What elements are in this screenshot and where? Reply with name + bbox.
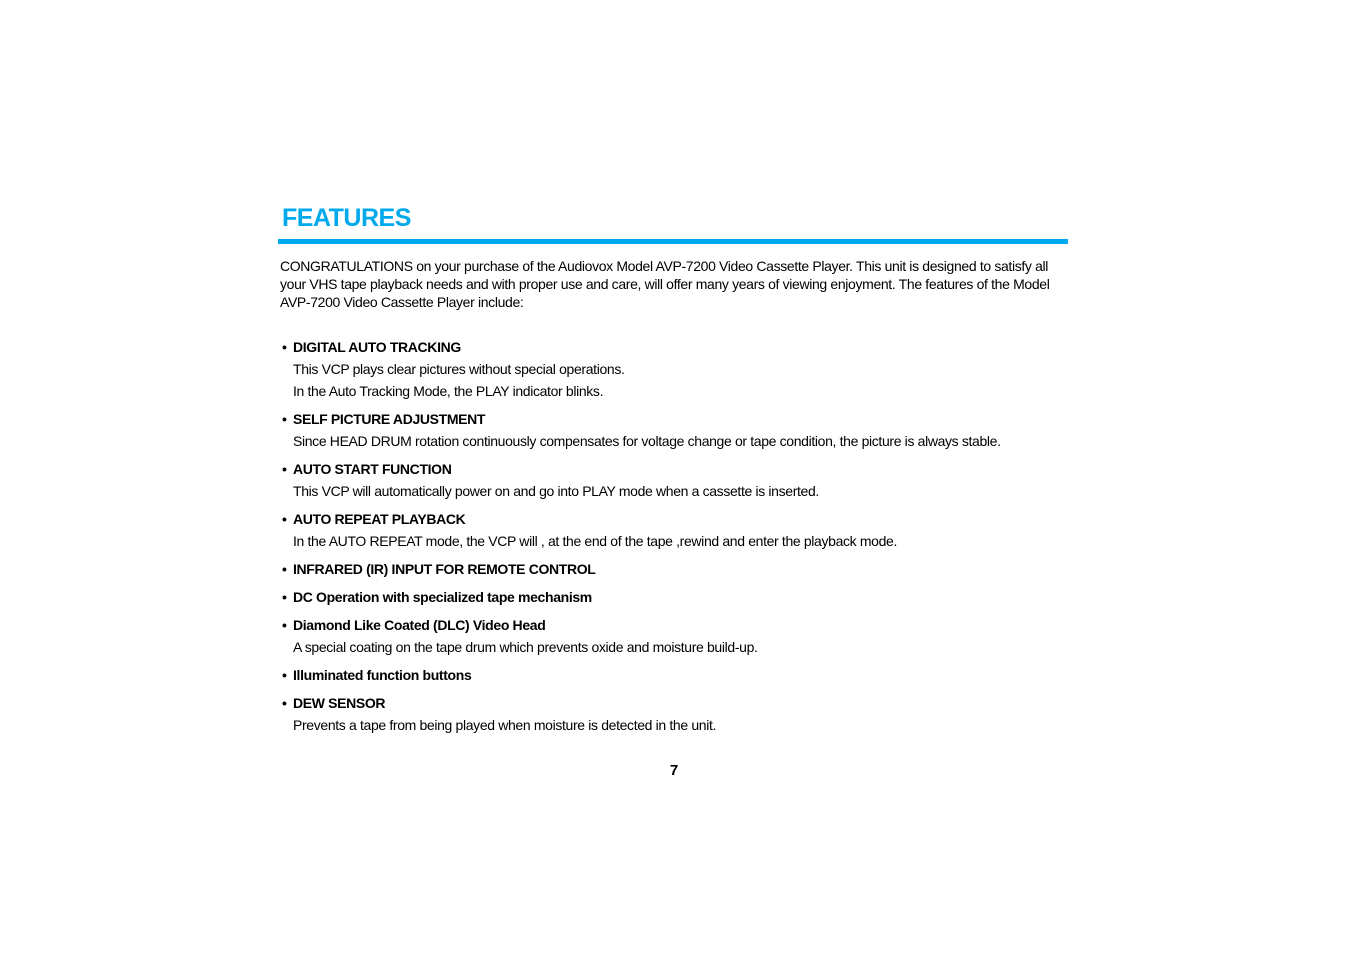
document-page <box>280 200 1068 742</box>
bullet-icon: • <box>282 667 287 683</box>
feature-description: This VCP plays clear pictures without special operations. <box>293 361 625 377</box>
page-number: 7 <box>669 762 679 779</box>
feature-title-text: DIGITAL AUTO TRACKING <box>293 339 461 355</box>
feature-title-text: AUTO START FUNCTION <box>293 461 452 477</box>
feature-title <box>280 614 1068 636</box>
feature-title <box>280 664 1068 686</box>
feature-description: In the AUTO REPEAT mode, the VCP will , at the end of the tape ,rewind and enter the playback mode. <box>293 533 898 549</box>
bullet-icon: • <box>282 461 287 477</box>
feature-description: Prevents a tape from being played when moisture is detected in the unit. <box>293 717 717 733</box>
feature-title-text: SELF PICTURE ADJUSTMENT <box>293 411 486 427</box>
feature-title-text: DEW SENSOR <box>293 695 386 711</box>
feature-title-text: Illuminated function buttons <box>293 667 472 683</box>
feature-title <box>280 508 1068 530</box>
feature-item <box>280 558 1068 580</box>
feature-item <box>280 508 1068 552</box>
bullet-icon: • <box>282 695 287 711</box>
bullet-icon: • <box>282 411 287 427</box>
feature-description: A special coating on the tape drum which prevents oxide and moisture build-up. <box>293 639 758 655</box>
feature-title-text: DC Operation with specialized tape mechanism <box>293 589 592 605</box>
feature-title <box>280 558 1068 580</box>
feature-item <box>280 408 1068 452</box>
bullet-icon: • <box>282 561 287 577</box>
feature-title <box>280 408 1068 430</box>
feature-item <box>280 458 1068 502</box>
bullet-icon: • <box>282 589 287 605</box>
feature-item <box>280 336 1068 402</box>
feature-title-text: Diamond Like Coated (DLC) Video Head <box>293 617 546 633</box>
feature-title-text: AUTO REPEAT PLAYBACK <box>293 511 466 527</box>
feature-title <box>280 336 1068 358</box>
feature-description: This VCP will automatically power on and go into PLAY mode when a cassette is inserted. <box>293 483 819 499</box>
feature-title <box>280 458 1068 480</box>
bullet-icon: • <box>282 617 287 633</box>
title-underline-rule <box>278 239 1068 244</box>
feature-title-text: INFRARED (IR) INPUT FOR REMOTE CONTROL <box>293 561 596 577</box>
feature-description: Since HEAD DRUM rotation continuously compensates for voltage change or tape condition, the picture is always stable. <box>293 433 1001 449</box>
features-list <box>280 336 1068 736</box>
bullet-icon: • <box>282 511 287 527</box>
intro-paragraph: CONGRATULATIONS on your purchase of the Audiovox Model AVP-7200 Video Cassette Player. This unit is designed to satisfy all your VHS tape playback needs and with proper use and care, will offer many years of viewing enjoyment. The features of the Model AVP-7200 Video Cassette Player include: <box>280 258 1050 310</box>
feature-item <box>280 692 1068 736</box>
feature-item <box>280 664 1068 686</box>
feature-description: In the Auto Tracking Mode, the PLAY indicator blinks. <box>293 383 604 399</box>
bullet-icon: • <box>282 339 287 355</box>
page-title: FEATURES <box>282 204 411 232</box>
feature-title <box>280 586 1068 608</box>
feature-title <box>280 692 1068 714</box>
feature-item <box>280 586 1068 608</box>
feature-item <box>280 614 1068 658</box>
